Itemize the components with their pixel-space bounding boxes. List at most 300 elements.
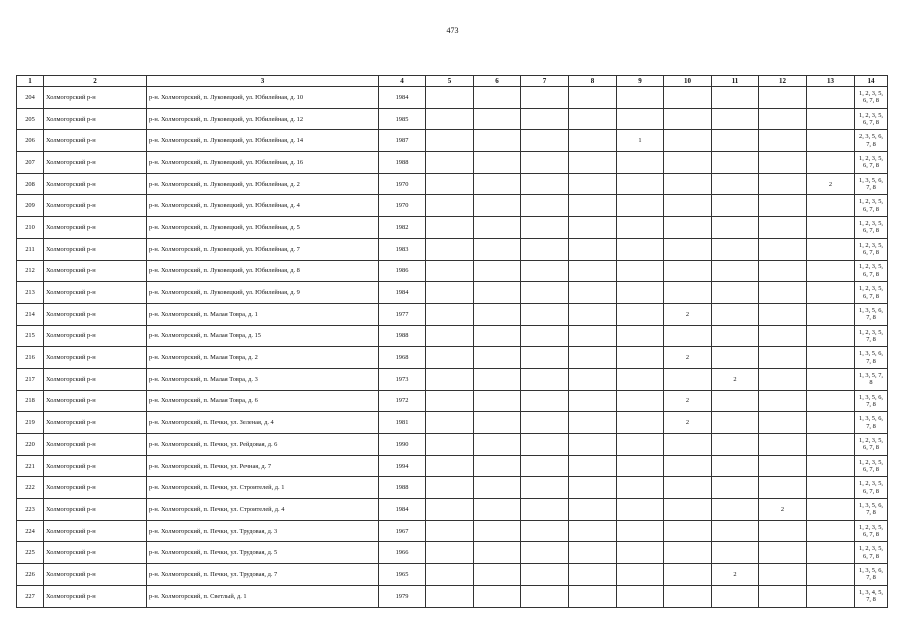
col11-cell bbox=[712, 238, 759, 260]
codes-cell: 2, 3, 5, 6, 7, 8 bbox=[855, 130, 888, 152]
col6-cell bbox=[474, 347, 521, 369]
row-number: 224 bbox=[17, 520, 44, 542]
year-cell: 1970 bbox=[379, 173, 426, 195]
col10-cell bbox=[664, 173, 712, 195]
table-row bbox=[17, 542, 888, 564]
col12-cell bbox=[759, 108, 807, 130]
col9-cell bbox=[617, 325, 664, 347]
table-row bbox=[17, 238, 888, 260]
col5-cell bbox=[426, 152, 474, 174]
col11-cell: 2 bbox=[712, 368, 759, 390]
col12-cell bbox=[759, 217, 807, 239]
address-cell: р-н. Холмогорский, п. Печки, ул. Трудовая, д. 3 bbox=[147, 520, 379, 542]
col10-cell bbox=[664, 152, 712, 174]
table-row bbox=[17, 477, 888, 499]
col11-cell bbox=[712, 217, 759, 239]
col7-cell bbox=[521, 108, 569, 130]
col5-cell bbox=[426, 325, 474, 347]
registry-table bbox=[16, 75, 888, 608]
col11-cell bbox=[712, 108, 759, 130]
col7-cell bbox=[521, 434, 569, 456]
codes-cell: 1, 3, 5, 6, 7, 8 bbox=[855, 499, 888, 521]
col7-cell bbox=[521, 412, 569, 434]
table-body bbox=[17, 87, 888, 608]
col13-cell bbox=[807, 282, 855, 304]
row-number: 222 bbox=[17, 477, 44, 499]
col8-cell bbox=[569, 499, 617, 521]
col10-cell bbox=[664, 542, 712, 564]
row-number: 227 bbox=[17, 585, 44, 607]
col11-cell bbox=[712, 152, 759, 174]
table-row bbox=[17, 108, 888, 130]
col12-cell bbox=[759, 282, 807, 304]
row-number: 214 bbox=[17, 303, 44, 325]
col12-cell bbox=[759, 412, 807, 434]
table-row bbox=[17, 195, 888, 217]
col12-cell bbox=[759, 347, 807, 369]
col9-cell bbox=[617, 564, 664, 586]
col13-cell bbox=[807, 195, 855, 217]
col9-cell bbox=[617, 173, 664, 195]
col13-cell bbox=[807, 152, 855, 174]
year-cell: 1967 bbox=[379, 520, 426, 542]
district-cell: Холмогорский р-н bbox=[44, 282, 147, 304]
col7-cell bbox=[521, 238, 569, 260]
col6-cell bbox=[474, 325, 521, 347]
col10-cell bbox=[664, 520, 712, 542]
col7-cell bbox=[521, 477, 569, 499]
col8-cell bbox=[569, 108, 617, 130]
year-cell: 1988 bbox=[379, 152, 426, 174]
row-number: 216 bbox=[17, 347, 44, 369]
col13-cell bbox=[807, 434, 855, 456]
column-header-14: 14 bbox=[855, 76, 888, 87]
col7-cell bbox=[521, 195, 569, 217]
col11-cell bbox=[712, 195, 759, 217]
col7-cell bbox=[521, 130, 569, 152]
col11-cell bbox=[712, 325, 759, 347]
col5-cell bbox=[426, 87, 474, 109]
address-cell: р-н. Холмогорский, п. Печки, ул. Строителей, д. 1 bbox=[147, 477, 379, 499]
col13-cell bbox=[807, 347, 855, 369]
col9-cell bbox=[617, 260, 664, 282]
district-cell: Холмогорский р-н bbox=[44, 542, 147, 564]
codes-cell: 1, 2, 3, 5, 6, 7, 8 bbox=[855, 542, 888, 564]
col5-cell bbox=[426, 390, 474, 412]
col7-cell bbox=[521, 260, 569, 282]
col12-cell bbox=[759, 195, 807, 217]
col5-cell bbox=[426, 477, 474, 499]
year-cell: 1973 bbox=[379, 368, 426, 390]
col12-cell bbox=[759, 455, 807, 477]
column-header-9: 9 bbox=[617, 76, 664, 87]
col8-cell bbox=[569, 303, 617, 325]
col10-cell: 2 bbox=[664, 303, 712, 325]
district-cell: Холмогорский р-н bbox=[44, 325, 147, 347]
codes-cell: 1, 2, 3, 5, 6, 7, 8 bbox=[855, 87, 888, 109]
column-header-6: 6 bbox=[474, 76, 521, 87]
col13-cell bbox=[807, 303, 855, 325]
codes-cell: 1, 3, 5, 6, 7, 8 bbox=[855, 564, 888, 586]
col13-cell bbox=[807, 325, 855, 347]
row-number: 217 bbox=[17, 368, 44, 390]
column-header-7: 7 bbox=[521, 76, 569, 87]
district-cell: Холмогорский р-н bbox=[44, 303, 147, 325]
codes-cell: 1, 2, 3, 5, 6, 7, 8 bbox=[855, 520, 888, 542]
col9-cell: 1 bbox=[617, 130, 664, 152]
col10-cell bbox=[664, 282, 712, 304]
col12-cell bbox=[759, 564, 807, 586]
col9-cell bbox=[617, 368, 664, 390]
col9-cell bbox=[617, 238, 664, 260]
codes-cell: 1, 3, 5, 6, 7, 8 bbox=[855, 412, 888, 434]
table-row bbox=[17, 585, 888, 607]
col5-cell bbox=[426, 434, 474, 456]
col13-cell bbox=[807, 87, 855, 109]
row-number: 208 bbox=[17, 173, 44, 195]
col10-cell bbox=[664, 130, 712, 152]
year-cell: 1972 bbox=[379, 390, 426, 412]
col8-cell bbox=[569, 152, 617, 174]
col5-cell bbox=[426, 455, 474, 477]
table-row bbox=[17, 325, 888, 347]
district-cell: Холмогорский р-н bbox=[44, 499, 147, 521]
col13-cell bbox=[807, 542, 855, 564]
col5-cell bbox=[426, 238, 474, 260]
col9-cell bbox=[617, 347, 664, 369]
codes-cell: 1, 2, 3, 5, 6, 7, 8 bbox=[855, 477, 888, 499]
district-cell: Холмогорский р-н bbox=[44, 390, 147, 412]
col6-cell bbox=[474, 434, 521, 456]
codes-cell: 1, 2, 3, 5, 6, 7, 8 bbox=[855, 434, 888, 456]
col12-cell bbox=[759, 368, 807, 390]
district-cell: Холмогорский р-н bbox=[44, 564, 147, 586]
year-cell: 1988 bbox=[379, 477, 426, 499]
col13-cell bbox=[807, 499, 855, 521]
district-cell: Холмогорский р-н bbox=[44, 87, 147, 109]
row-number: 213 bbox=[17, 282, 44, 304]
page-number: 473 bbox=[446, 26, 459, 35]
address-cell: р-н. Холмогорский, п. Луковецкий, ул. Юбилейная, д. 7 bbox=[147, 238, 379, 260]
col10-cell bbox=[664, 434, 712, 456]
year-cell: 1982 bbox=[379, 217, 426, 239]
col6-cell bbox=[474, 260, 521, 282]
district-cell: Холмогорский р-н bbox=[44, 238, 147, 260]
col10-cell bbox=[664, 260, 712, 282]
address-cell: р-н. Холмогорский, п. Луковецкий, ул. Юбилейная, д. 10 bbox=[147, 87, 379, 109]
col12-cell bbox=[759, 173, 807, 195]
col8-cell bbox=[569, 260, 617, 282]
district-cell: Холмогорский р-н bbox=[44, 520, 147, 542]
col7-cell bbox=[521, 585, 569, 607]
col12-cell bbox=[759, 390, 807, 412]
table-row bbox=[17, 152, 888, 174]
col9-cell bbox=[617, 585, 664, 607]
codes-cell: 1, 2, 3, 5, 6, 7, 8 bbox=[855, 260, 888, 282]
col6-cell bbox=[474, 238, 521, 260]
address-cell: р-н. Холмогорский, п. Луковецкий, ул. Юбилейная, д. 5 bbox=[147, 217, 379, 239]
col6-cell bbox=[474, 152, 521, 174]
col5-cell bbox=[426, 412, 474, 434]
address-cell: р-н. Холмогорский, п. Луковецкий, ул. Юбилейная, д. 4 bbox=[147, 195, 379, 217]
col8-cell bbox=[569, 347, 617, 369]
col12-cell bbox=[759, 260, 807, 282]
codes-cell: 1, 3, 5, 7, 8 bbox=[855, 368, 888, 390]
col6-cell bbox=[474, 87, 521, 109]
address-cell: р-н. Холмогорский, п. Печки, ул. Трудовая, д. 7 bbox=[147, 564, 379, 586]
col13-cell bbox=[807, 477, 855, 499]
table-row bbox=[17, 173, 888, 195]
col11-cell bbox=[712, 585, 759, 607]
table-row bbox=[17, 564, 888, 586]
col8-cell bbox=[569, 390, 617, 412]
col5-cell bbox=[426, 108, 474, 130]
table-header bbox=[17, 76, 888, 87]
address-cell: р-н. Холмогорский, п. Печки, ул. Строителей, д. 4 bbox=[147, 499, 379, 521]
column-header-3: 3 bbox=[147, 76, 379, 87]
col7-cell bbox=[521, 303, 569, 325]
col9-cell bbox=[617, 434, 664, 456]
address-cell: р-н. Холмогорский, п. Малая Товра, д. 15 bbox=[147, 325, 379, 347]
codes-cell: 1, 2, 3, 5, 6, 7, 8 bbox=[855, 282, 888, 304]
column-header-11: 11 bbox=[712, 76, 759, 87]
codes-cell: 1, 2, 3, 5, 6, 7, 8 bbox=[855, 238, 888, 260]
col13-cell bbox=[807, 130, 855, 152]
col13-cell bbox=[807, 368, 855, 390]
col11-cell bbox=[712, 477, 759, 499]
table-row bbox=[17, 390, 888, 412]
row-number: 204 bbox=[17, 87, 44, 109]
col7-cell bbox=[521, 87, 569, 109]
year-cell: 1977 bbox=[379, 303, 426, 325]
col8-cell bbox=[569, 130, 617, 152]
col8-cell bbox=[569, 325, 617, 347]
col12-cell bbox=[759, 303, 807, 325]
col8-cell bbox=[569, 87, 617, 109]
year-cell: 1984 bbox=[379, 87, 426, 109]
table-row bbox=[17, 434, 888, 456]
col13-cell bbox=[807, 520, 855, 542]
year-cell: 1987 bbox=[379, 130, 426, 152]
row-number: 226 bbox=[17, 564, 44, 586]
col9-cell bbox=[617, 390, 664, 412]
col6-cell bbox=[474, 520, 521, 542]
table-row bbox=[17, 217, 888, 239]
col9-cell bbox=[617, 195, 664, 217]
year-cell: 1994 bbox=[379, 455, 426, 477]
district-cell: Холмогорский р-н bbox=[44, 173, 147, 195]
year-cell: 1985 bbox=[379, 108, 426, 130]
column-header-8: 8 bbox=[569, 76, 617, 87]
col8-cell bbox=[569, 412, 617, 434]
address-cell: р-н. Холмогорский, п. Малая Товра, д. 6 bbox=[147, 390, 379, 412]
col11-cell bbox=[712, 455, 759, 477]
col7-cell bbox=[521, 347, 569, 369]
col9-cell bbox=[617, 520, 664, 542]
col13-cell bbox=[807, 585, 855, 607]
codes-cell: 1, 3, 5, 6, 7, 8 bbox=[855, 390, 888, 412]
col13-cell bbox=[807, 238, 855, 260]
col9-cell bbox=[617, 217, 664, 239]
col6-cell bbox=[474, 303, 521, 325]
district-cell: Холмогорский р-н bbox=[44, 108, 147, 130]
col8-cell bbox=[569, 434, 617, 456]
col12-cell bbox=[759, 542, 807, 564]
col7-cell bbox=[521, 325, 569, 347]
col5-cell bbox=[426, 542, 474, 564]
address-cell: р-н. Холмогорский, п. Светлый, д. 1 bbox=[147, 585, 379, 607]
col9-cell bbox=[617, 282, 664, 304]
col7-cell bbox=[521, 542, 569, 564]
col7-cell bbox=[521, 455, 569, 477]
codes-cell: 1, 3, 5, 6, 7, 8 bbox=[855, 173, 888, 195]
row-number: 212 bbox=[17, 260, 44, 282]
col10-cell bbox=[664, 325, 712, 347]
column-header-13: 13 bbox=[807, 76, 855, 87]
table-row bbox=[17, 130, 888, 152]
col7-cell bbox=[521, 368, 569, 390]
col8-cell bbox=[569, 282, 617, 304]
col11-cell bbox=[712, 520, 759, 542]
col6-cell bbox=[474, 217, 521, 239]
codes-cell: 1, 3, 4, 5, 7, 8 bbox=[855, 585, 888, 607]
col10-cell bbox=[664, 368, 712, 390]
col10-cell bbox=[664, 455, 712, 477]
codes-cell: 1, 2, 3, 5, 7, 8 bbox=[855, 325, 888, 347]
col10-cell bbox=[664, 564, 712, 586]
row-number: 218 bbox=[17, 390, 44, 412]
col6-cell bbox=[474, 564, 521, 586]
year-cell: 1979 bbox=[379, 585, 426, 607]
table-row bbox=[17, 347, 888, 369]
col9-cell bbox=[617, 303, 664, 325]
table-row bbox=[17, 282, 888, 304]
col5-cell bbox=[426, 282, 474, 304]
col6-cell bbox=[474, 173, 521, 195]
col5-cell bbox=[426, 173, 474, 195]
col10-cell bbox=[664, 585, 712, 607]
col12-cell bbox=[759, 520, 807, 542]
col5-cell bbox=[426, 520, 474, 542]
row-number: 219 bbox=[17, 412, 44, 434]
col11-cell bbox=[712, 303, 759, 325]
col5-cell bbox=[426, 217, 474, 239]
year-cell: 1984 bbox=[379, 499, 426, 521]
col8-cell bbox=[569, 217, 617, 239]
col6-cell bbox=[474, 108, 521, 130]
col9-cell bbox=[617, 87, 664, 109]
column-header-5: 5 bbox=[426, 76, 474, 87]
address-cell: р-н. Холмогорский, п. Луковецкий, ул. Юбилейная, д. 12 bbox=[147, 108, 379, 130]
address-cell: р-н. Холмогорский, п. Малая Товра, д. 3 bbox=[147, 368, 379, 390]
col9-cell bbox=[617, 499, 664, 521]
col7-cell bbox=[521, 217, 569, 239]
col8-cell bbox=[569, 477, 617, 499]
column-header-1: 1 bbox=[17, 76, 44, 87]
row-number: 207 bbox=[17, 152, 44, 174]
col12-cell bbox=[759, 87, 807, 109]
col6-cell bbox=[474, 130, 521, 152]
year-cell: 1981 bbox=[379, 412, 426, 434]
district-cell: Холмогорский р-н bbox=[44, 152, 147, 174]
year-cell: 1970 bbox=[379, 195, 426, 217]
col13-cell: 2 bbox=[807, 173, 855, 195]
col11-cell bbox=[712, 282, 759, 304]
address-cell: р-н. Холмогорский, п. Малая Товра, д. 2 bbox=[147, 347, 379, 369]
col12-cell bbox=[759, 477, 807, 499]
row-number: 206 bbox=[17, 130, 44, 152]
address-cell: р-н. Холмогорский, п. Луковецкий, ул. Юбилейная, д. 9 bbox=[147, 282, 379, 304]
col9-cell bbox=[617, 108, 664, 130]
col5-cell bbox=[426, 347, 474, 369]
table-row bbox=[17, 260, 888, 282]
year-cell: 1988 bbox=[379, 325, 426, 347]
col8-cell bbox=[569, 520, 617, 542]
col10-cell: 2 bbox=[664, 390, 712, 412]
row-number: 215 bbox=[17, 325, 44, 347]
col12-cell bbox=[759, 325, 807, 347]
col12-cell bbox=[759, 130, 807, 152]
col6-cell bbox=[474, 542, 521, 564]
district-cell: Холмогорский р-н bbox=[44, 217, 147, 239]
col12-cell bbox=[759, 585, 807, 607]
col5-cell bbox=[426, 368, 474, 390]
col11-cell bbox=[712, 412, 759, 434]
col10-cell: 2 bbox=[664, 347, 712, 369]
district-cell: Холмогорский р-н bbox=[44, 412, 147, 434]
col6-cell bbox=[474, 585, 521, 607]
col11-cell bbox=[712, 499, 759, 521]
district-cell: Холмогорский р-н bbox=[44, 260, 147, 282]
col6-cell bbox=[474, 282, 521, 304]
year-cell: 1968 bbox=[379, 347, 426, 369]
col8-cell bbox=[569, 173, 617, 195]
year-cell: 1965 bbox=[379, 564, 426, 586]
col6-cell bbox=[474, 195, 521, 217]
district-cell: Холмогорский р-н bbox=[44, 434, 147, 456]
row-number: 221 bbox=[17, 455, 44, 477]
year-cell: 1983 bbox=[379, 238, 426, 260]
col7-cell bbox=[521, 390, 569, 412]
col11-cell bbox=[712, 542, 759, 564]
district-cell: Холмогорский р-н bbox=[44, 347, 147, 369]
col6-cell bbox=[474, 499, 521, 521]
col13-cell bbox=[807, 390, 855, 412]
row-number: 225 bbox=[17, 542, 44, 564]
col13-cell bbox=[807, 217, 855, 239]
table-row bbox=[17, 303, 888, 325]
address-cell: р-н. Холмогорский, п. Луковецкий, ул. Юбилейная, д. 2 bbox=[147, 173, 379, 195]
col11-cell bbox=[712, 173, 759, 195]
col6-cell bbox=[474, 390, 521, 412]
col9-cell bbox=[617, 412, 664, 434]
col10-cell: 2 bbox=[664, 412, 712, 434]
address-cell: р-н. Холмогорский, п. Луковецкий, ул. Юбилейная, д. 14 bbox=[147, 130, 379, 152]
col7-cell bbox=[521, 564, 569, 586]
col6-cell bbox=[474, 477, 521, 499]
table-row bbox=[17, 412, 888, 434]
column-header-2: 2 bbox=[44, 76, 147, 87]
col10-cell bbox=[664, 238, 712, 260]
col10-cell bbox=[664, 195, 712, 217]
col5-cell bbox=[426, 564, 474, 586]
col11-cell: 2 bbox=[712, 564, 759, 586]
table-row bbox=[17, 499, 888, 521]
col5-cell bbox=[426, 130, 474, 152]
col10-cell bbox=[664, 477, 712, 499]
col5-cell bbox=[426, 499, 474, 521]
col8-cell bbox=[569, 542, 617, 564]
